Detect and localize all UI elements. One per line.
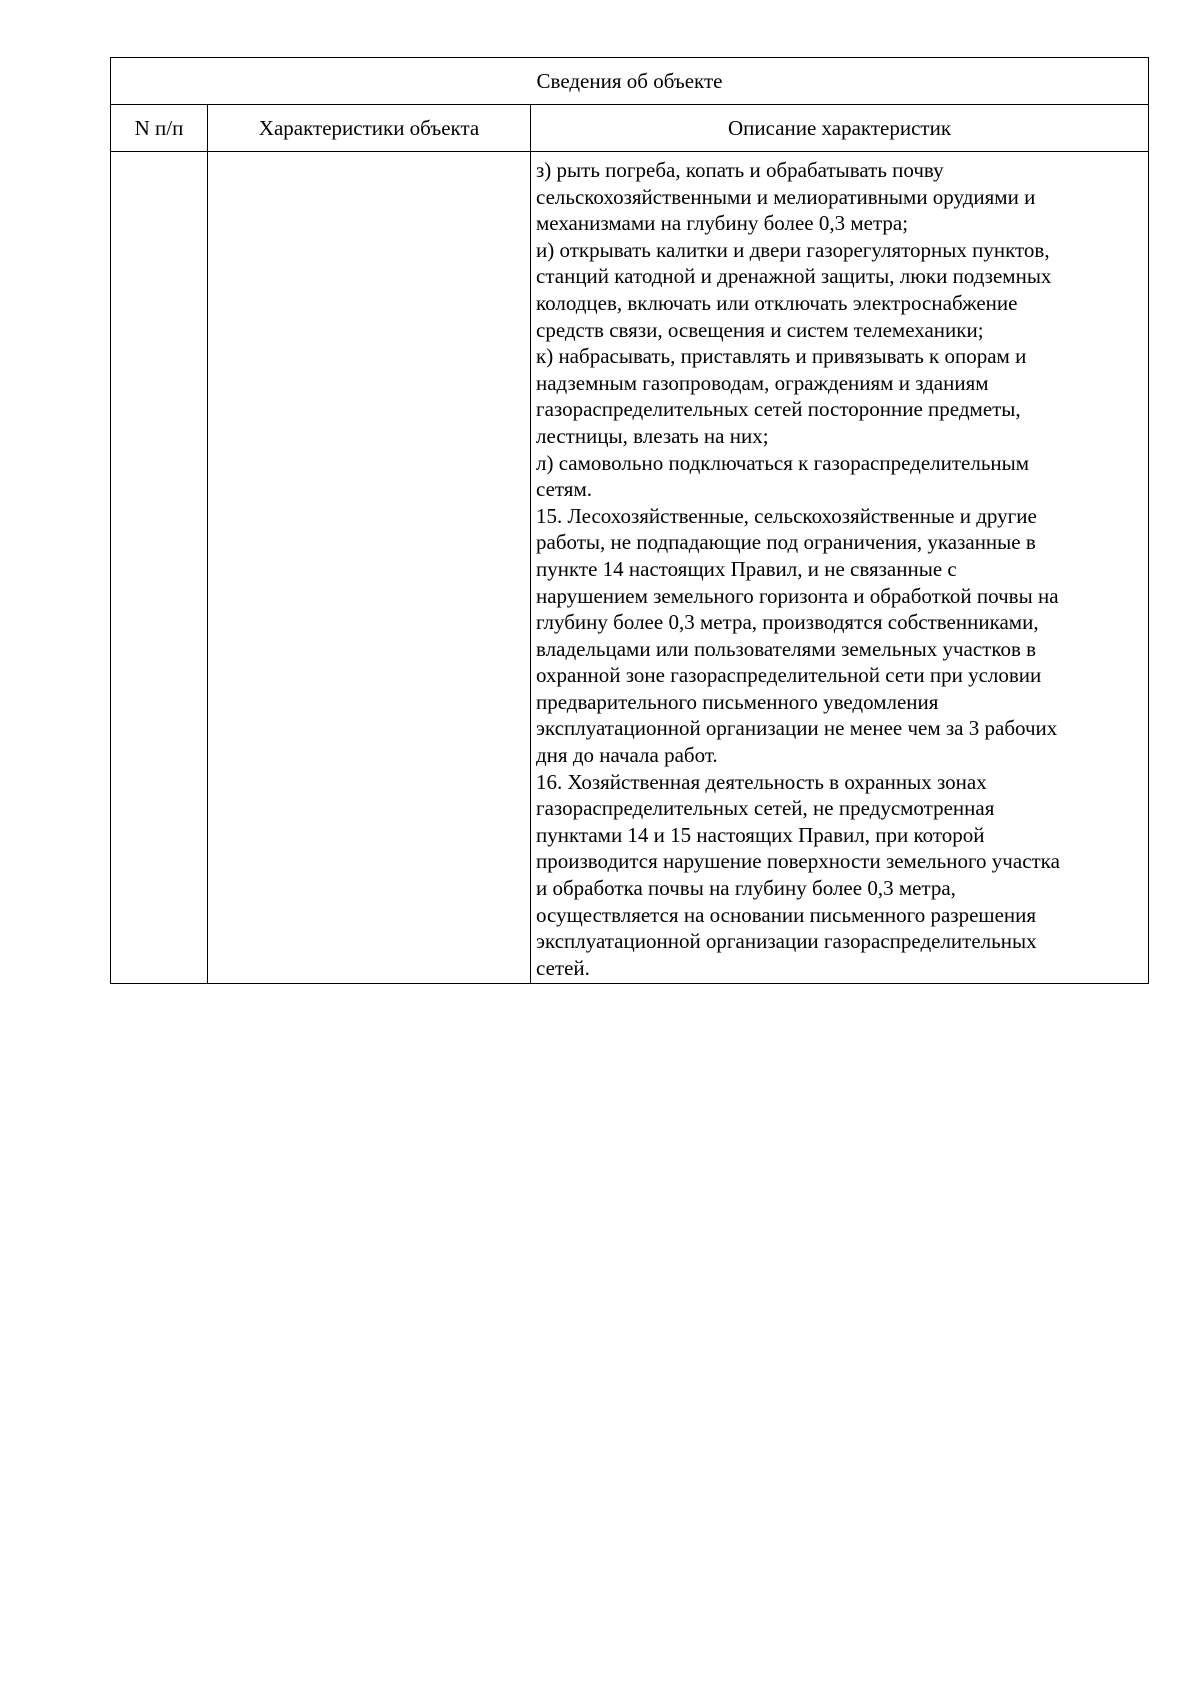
description-line: пункте 14 настоящих Правил, и не связанные с xyxy=(536,556,957,581)
description-line: и) открывать калитки и двери газорегуляторных пунктов, xyxy=(536,237,1050,262)
description-line: владельцами или пользователями земельных участков в xyxy=(536,636,1037,661)
description-line: к) набрасывать, приставлять и привязывать к опорам и xyxy=(536,344,1027,369)
description-line: предварительного письменного уведомления xyxy=(536,689,939,714)
description-line: надземным газопроводам, ограждениям и зданиям xyxy=(536,370,989,395)
description-line: з) рыть погреба, копать и обрабатывать почву xyxy=(536,158,944,182)
table-title: Сведения об объекте xyxy=(111,58,1149,105)
description-line: глубину более 0,3 метра, производятся собственниками, xyxy=(536,610,1039,635)
description-line: газораспределительных сетей, не предусмотренная xyxy=(536,796,995,821)
description-line: лестницы, влезать на них; xyxy=(536,423,769,448)
description-line: л) самовольно подключаться к газораспределительным xyxy=(536,450,1030,475)
table-header-row xyxy=(111,105,1149,152)
cell-characteristics xyxy=(208,152,531,984)
description-line: средств связи, освещения и систем телемеханики; xyxy=(536,317,984,342)
description-line: колодцев, включать или отключать электроснабжение xyxy=(536,290,1018,315)
description-line: сетей. xyxy=(536,955,590,980)
description-line: эксплуатационной организации не менее чем за 3 рабочих xyxy=(536,716,1058,741)
description-line: нарушением земельного горизонта и обработкой почвы на xyxy=(536,583,1059,608)
description-line: эксплуатационной организации газораспределительных xyxy=(536,929,1037,954)
description-line: пунктами 14 и 15 настоящих Правил, при которой xyxy=(536,822,985,847)
description-line: 15. Лесохозяйственные, сельскохозяйственные и другие xyxy=(536,503,1037,528)
description-line: и обработка почвы на глубину более 0,3 метра, xyxy=(536,876,956,901)
description-line: работы, не подпадающие под ограничения, указанные в xyxy=(536,530,1036,555)
table-row xyxy=(111,152,1149,984)
description-line: охранной зоне газораспределительной сети при условии xyxy=(536,663,1042,688)
table-title-row xyxy=(111,58,1149,105)
header-description: Описание характеристик xyxy=(531,105,1149,152)
cell-description xyxy=(531,152,1149,984)
header-number: N п/п xyxy=(111,105,208,152)
description-line: газораспределительных сетей посторонние предметы, xyxy=(536,397,1021,422)
description-line: производится нарушение поверхности земельного участка xyxy=(536,849,1060,874)
description-line: 16. Хозяйственная деятельность в охранных зонах xyxy=(536,769,987,794)
description-line: осуществляется на основании письменного разрешения xyxy=(536,902,1037,927)
description-line: механизмами на глубину более 0,3 метра; xyxy=(536,211,909,236)
description-line: сельскохозяйственными и мелиоративными орудиями и xyxy=(536,184,1036,209)
description-line: сетям. xyxy=(536,477,592,502)
cell-number xyxy=(111,152,208,984)
description-line: дня до начала работ. xyxy=(536,743,718,768)
object-info-table xyxy=(110,57,1149,984)
header-characteristics: Характеристики объекта xyxy=(208,105,531,152)
description-line: станций катодной и дренажной защиты, люки подземных xyxy=(536,264,1052,289)
